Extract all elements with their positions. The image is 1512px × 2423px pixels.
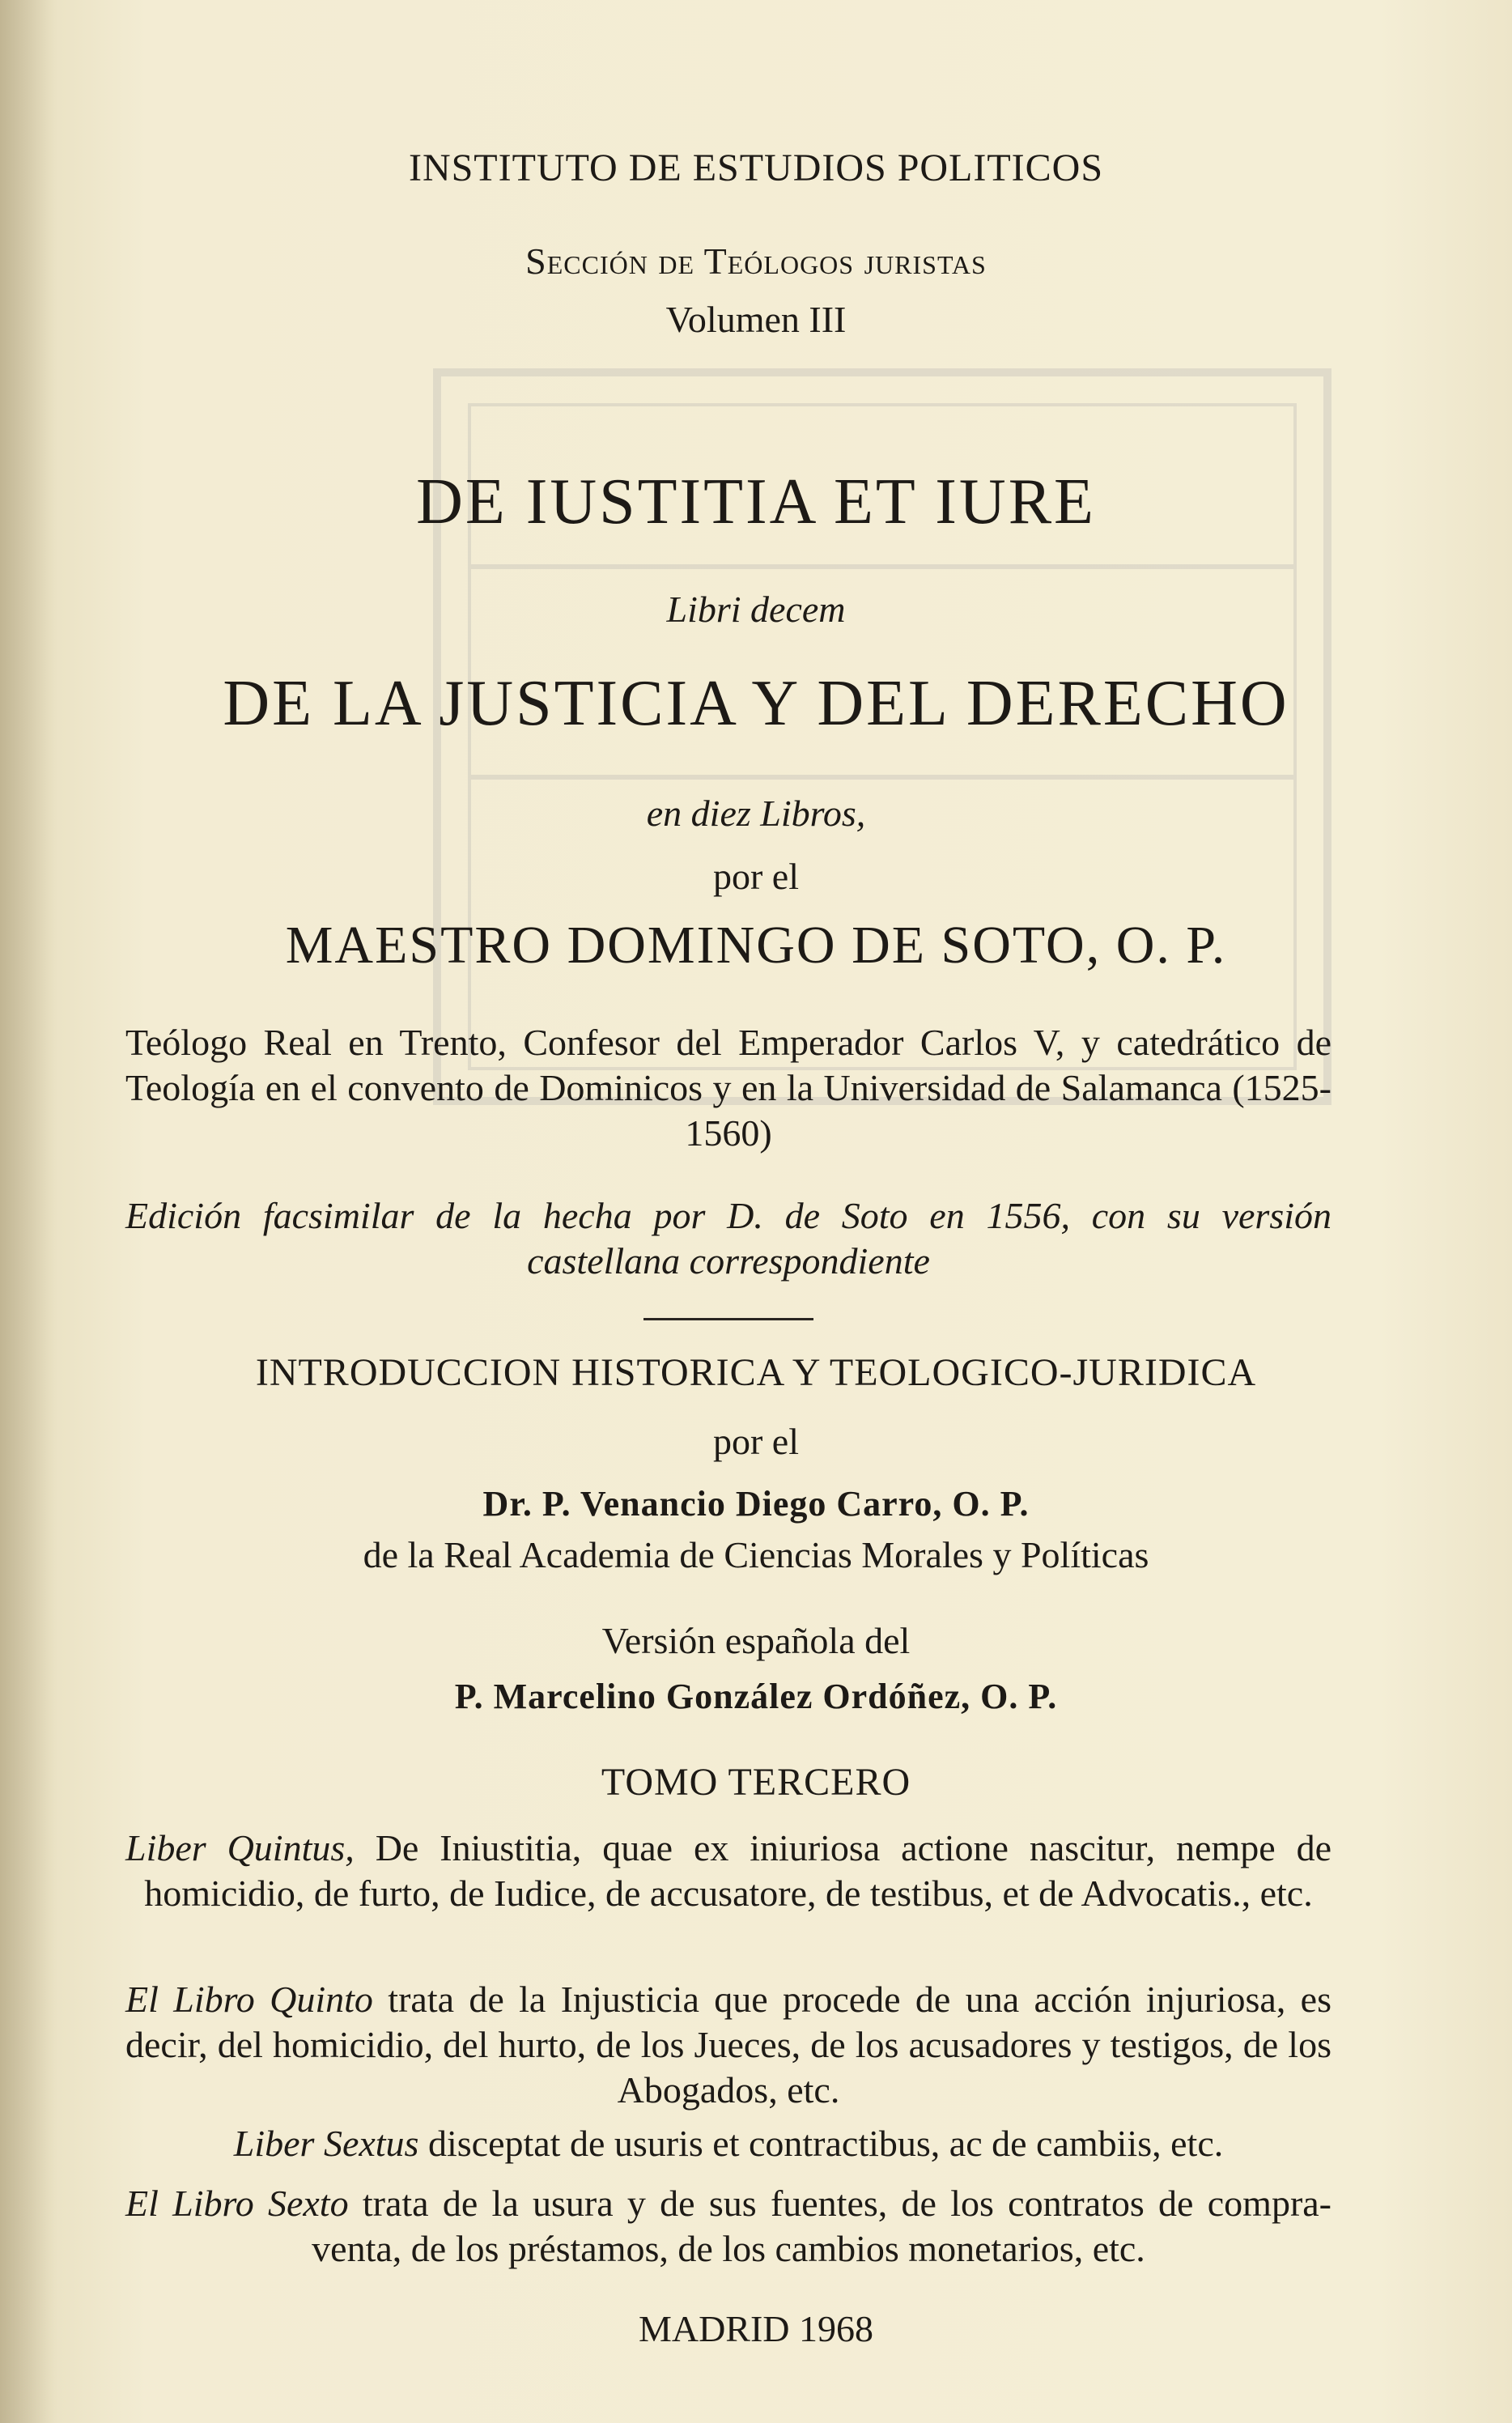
page-fold-shadow — [0, 0, 57, 2423]
contents-item-text: disceptat de usuris et contractibus, ac de cambiis, etc. — [427, 2123, 1224, 2164]
spanish-subtitle: en diez Libros, — [646, 793, 866, 834]
translator-name: P. Marcelino González Ordóñez, O. P. — [454, 1677, 1058, 1716]
translation-label: Versión española del — [601, 1620, 911, 1661]
latin-title: DE IUSTITIA ET IURE — [416, 466, 1096, 538]
institute-name: INSTITUTO DE ESTUDIOS POLITICOS — [408, 147, 1104, 189]
introducer-name: Dr. P. Venancio Diego Carro, O. P. — [482, 1484, 1030, 1524]
contents-item-title: Liber Quintus, — [125, 1827, 355, 1868]
volume-number: Volumen III — [665, 299, 847, 340]
tome-label: TOMO TERCERO — [601, 1761, 911, 1804]
contents-item — [125, 1826, 1331, 1916]
edition-note: Edición facsimilar de la hecha por D. de Soto en 1556, con su versión castellana correspondiente — [125, 1195, 1331, 1282]
contents-item — [125, 2181, 1331, 2272]
divider-rule — [643, 1318, 813, 1320]
latin-subtitle: Libri decem — [666, 589, 846, 630]
contents-item — [125, 2121, 1331, 2166]
introduction-heading: INTRODUCCION HISTORICA Y TEOLOGICO-JURIDICA — [255, 1351, 1257, 1394]
por-el-author: por el — [712, 856, 799, 897]
contents-item-text: De Iniustitia, quae ex iniuriosa actione nascitur, nempe de homicidio, de furto, de Iudice, de accusatore, de testibus, et de Advocatis., etc. — [144, 1827, 1331, 1914]
contents-item-text: trata de la usura y de sus fuentes, de los contratos de compra-venta, de los préstamos, de los cambios monetarios, etc. — [312, 2183, 1331, 2269]
spanish-title: DE LA JUSTICIA Y DEL DERECHO — [223, 668, 1289, 739]
section-name: Sección de Teólogos juristas — [525, 240, 987, 282]
contents-item — [125, 1977, 1331, 2113]
contents-item-title: El Libro Quinto — [125, 1979, 373, 2020]
contents-item-title: El Libro Sexto — [125, 2183, 349, 2224]
author-name: MAESTRO DOMINGO DE SOTO, O. P. — [285, 916, 1227, 975]
contents-item-text: trata de la Injusticia que procede de una acción injuriosa, es decir, del homicidio, del hurto, de los Jueces, de los acusadores y testigos, de los Abogados, etc. — [125, 1979, 1332, 2111]
author-description: Teólogo Real en Trento, Confesor del Emperador Carlos V, y catedrático de Teología en el convento de Dominicos y en la Universidad de Salamanca (1525-1560) — [125, 1022, 1331, 1154]
introducer-affiliation: de la Real Academia de Ciencias Morales y Políticas — [363, 1534, 1149, 1575]
imprint: MADRID 1968 — [638, 2308, 874, 2349]
contents-item-title: Liber Sextus — [233, 2123, 419, 2164]
por-el-introducer: por el — [712, 1421, 799, 1462]
